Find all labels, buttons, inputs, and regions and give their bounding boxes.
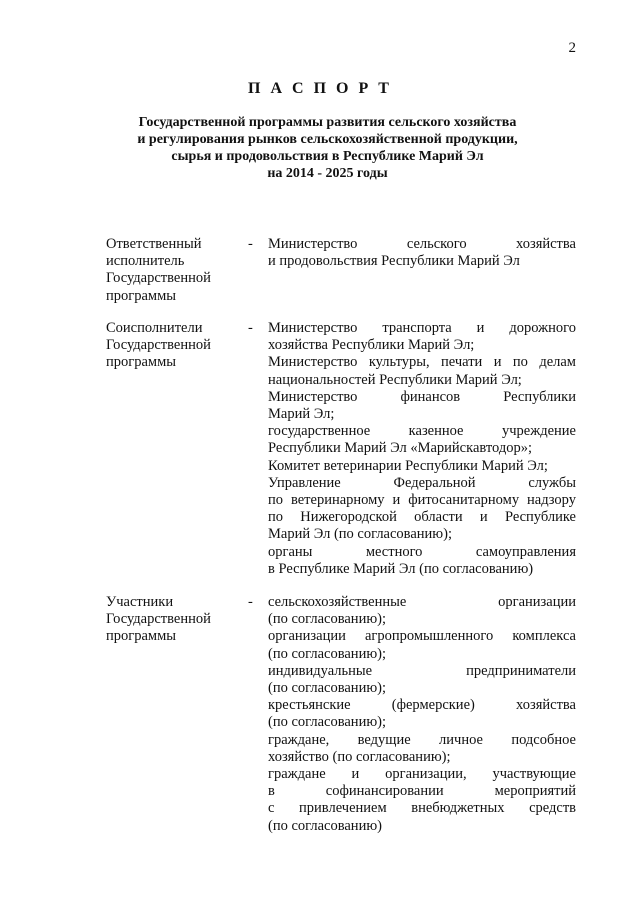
page-number: 2 (568, 40, 576, 56)
program-title-line: и регулирования рынков сельскохозяйственной продукции, (137, 132, 518, 147)
content-line: хозяйство (по согласованию); (268, 748, 451, 765)
section-label (106, 594, 241, 646)
content-line: с привлечением внебюджетных средств (268, 800, 576, 817)
label-line: Государственной (106, 270, 211, 287)
content-line: Управление Федеральной службы (268, 474, 576, 491)
content-line: Марий Эл (по согласованию); (268, 526, 452, 543)
section-content (268, 320, 576, 578)
content-line: по ветеринарному и фитосанитарному надзору (268, 492, 576, 509)
content-line: организации агропромышленного комплекса (268, 628, 576, 645)
content-line: Министерство транспорта и дорожного (268, 320, 576, 336)
label-line: программы (106, 628, 176, 645)
content-line: (по согласованию); (268, 714, 387, 731)
document-title: П А С П О Р Т (248, 80, 392, 97)
label-line: Ответственный (106, 236, 202, 252)
content-line: (по согласованию) (268, 817, 382, 834)
content-line: (по согласованию); (268, 611, 387, 628)
section-dash: - (248, 594, 253, 610)
label-line: Государственной (106, 611, 211, 628)
section-content (268, 236, 576, 270)
content-line: (по согласованию); (268, 680, 387, 697)
section-label (106, 236, 241, 305)
content-line: граждане и организации, участвующие (268, 766, 576, 783)
label-line: программы (106, 354, 176, 371)
section-dash: - (248, 320, 253, 336)
content-line: индивидуальные предприниматели (268, 662, 576, 679)
label-line: Соисполнители (106, 320, 203, 336)
program-title-line: сырья и продовольствия в Республике Марий Эл (171, 149, 484, 164)
label-line: программы (106, 287, 176, 304)
label-line: исполнитель (106, 253, 185, 270)
content-line: национальностей Республики Марий Эл; (268, 371, 522, 388)
content-line: Комитет ветеринарии Республики Марий Эл; (268, 457, 548, 474)
section-dash: - (248, 236, 253, 252)
section-label (106, 320, 241, 372)
label-line: Государственной (106, 337, 211, 354)
label-line: Участники (106, 594, 174, 610)
program-title-line: Государственной программы развития сельского хозяйства (138, 115, 517, 130)
content-line: граждане, ведущие личное подсобное (268, 731, 576, 748)
content-line: в Республике Марий Эл (по согласованию) (268, 560, 534, 577)
content-line: Министерство сельского хозяйства (268, 236, 576, 252)
content-line: хозяйства Республики Марий Эл; (268, 337, 475, 354)
content-line: в софинансировании мероприятий (268, 783, 576, 800)
section-content (268, 594, 576, 835)
content-line: крестьянские (фермерские) хозяйства (268, 697, 576, 714)
content-line: Министерство финансов Республики (268, 388, 576, 405)
content-line: и продовольствия Республики Марий Эл (268, 253, 520, 270)
content-line: сельскохозяйственные организации (268, 594, 576, 610)
content-line: органы местного самоуправления (268, 543, 576, 560)
content-line: Республики Марий Эл «Марийскавтодор»; (268, 440, 532, 457)
content-line: Министерство культуры, печати и по делам (268, 354, 576, 371)
content-line: государственное казенное учреждение (268, 423, 576, 440)
content-line: (по согласованию); (268, 645, 387, 662)
program-title-line: на 2014 - 2025 годы (267, 166, 388, 181)
content-line: по Нижегородской области и Республике (268, 509, 576, 526)
program-title (100, 114, 555, 182)
content-line: Марий Эл; (268, 406, 335, 423)
